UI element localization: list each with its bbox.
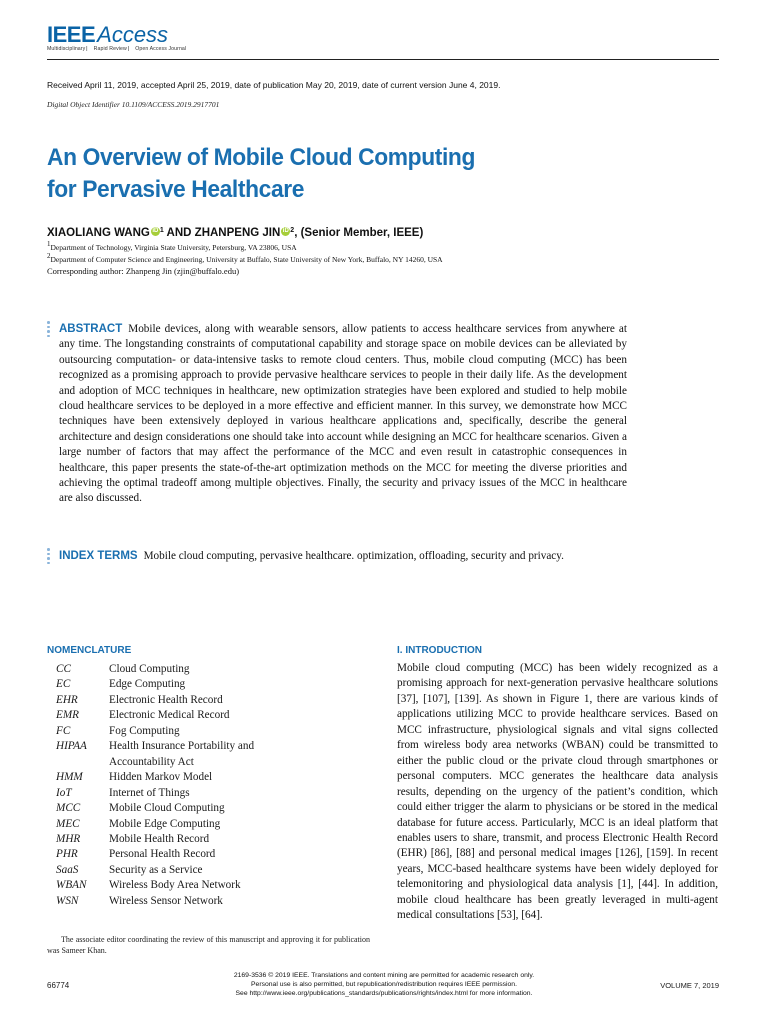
abstract-dots-icon — [47, 321, 50, 339]
author-2-affil: 2 — [290, 227, 295, 234]
definition: Wireless Body Area Network — [109, 879, 241, 892]
author-1: XIAOLIANG WANG — [47, 227, 150, 239]
definition: Wireless Sensor Network — [109, 894, 223, 907]
copyright-line-3[interactable]: See http://www.ieee.org/publications_standards/publications/rights/index.html for more information. — [235, 990, 533, 997]
definition: Mobile Edge Computing — [109, 817, 221, 830]
title-line-2: for Pervasive Healthcare — [47, 176, 305, 203]
orcid-icon[interactable]: iD — [282, 228, 289, 234]
editor-footnote: The associate editor coordinating the review of this manuscript and approving it for publication was Sameer Khan. — [47, 935, 370, 955]
index-terms — [59, 549, 627, 564]
abbr: WBAN — [56, 879, 87, 892]
list-item — [56, 894, 309, 909]
definition: Hidden Markov Model — [109, 771, 213, 784]
list-item — [56, 708, 309, 723]
definition: Security as a Service — [109, 863, 203, 876]
affiliation-text: Department of Computer Science and Engineering, University at Buffalo, State University of New York, Buffalo, NY 14260, USA — [50, 255, 443, 264]
list-item — [56, 724, 309, 739]
definition: Mobile Cloud Computing — [109, 802, 225, 815]
definition: Personal Health Record — [109, 848, 216, 861]
definition: Electronic Medical Record — [109, 709, 230, 722]
author-list — [47, 227, 423, 239]
definition: Accountability Act — [109, 755, 194, 768]
logo-ieee: IEEE — [47, 22, 96, 47]
paper-title — [47, 142, 624, 206]
copyright-notice — [170, 971, 598, 998]
nomenclature-list — [56, 662, 309, 909]
list-item — [56, 739, 309, 754]
abbr: EHR — [56, 693, 78, 706]
abbr: WSN — [56, 894, 79, 907]
list-item — [56, 832, 309, 847]
publication-dates: Received April 11, 2019, accepted April 25, 2019, date of publication May 20, 2019, date of current version June 4, 2019. — [47, 80, 501, 90]
abbr: HIPAA — [56, 740, 87, 753]
abbr: MCC — [56, 802, 81, 815]
affiliation-1 — [47, 240, 297, 252]
list-item — [56, 662, 309, 677]
list-item — [56, 801, 309, 816]
page-number: 66774 — [47, 981, 70, 990]
author-2: ZHANPENG JIN — [194, 227, 281, 239]
index-terms-text: Mobile cloud computing, pervasive healthcare. optimization, offloading, security and privacy. — [143, 550, 564, 562]
list-item — [56, 817, 309, 832]
title-line-1: An Overview of Mobile Cloud Computing — [47, 144, 476, 171]
list-item — [56, 770, 309, 785]
header-rule — [47, 59, 719, 60]
nomenclature-heading: NOMENCLATURE — [47, 645, 132, 656]
abbr — [56, 755, 109, 770]
index-terms-dots-icon — [47, 548, 50, 566]
logo-access: Access — [97, 22, 169, 47]
introduction-text: Mobile cloud computing (MCC) has been widely recognized as a promising approach for next-generation pervasive healthcare solutions [37], [107], [139]. As shown in Figure 1, there are various kinds of applications utilizing MCC to provide healthcare services. Based on MCC infrastructure, physiological signals and vital signs collected from wireless body area networks (WBAN) could be transmitted to either the public cloud or the private cloud through smartphones or personal computers. MCC generates the healthcare data analysis results, depending on the urgency of the patient’s condition, which could either trigger the alarm to physicians or be stored in the medical database for future access. Particularly, MCC is an ideal platform that enables users to share, transmit, and process Electronic Health Record (EHR) [86], [88] and personal medical images [126], [159]. In recent years, MCC-based healthcare systems have been widely deployed for telemonitoring and physiological data analysis [1], [44]. In addition, mobile cloud healthcare has been greatly leveraged in multi-agent medical consultations [53], [64]. — [397, 662, 718, 922]
author-suffix: , (Senior Member, IEEE) — [294, 227, 424, 239]
abbr: HMM — [56, 771, 83, 784]
list-item — [56, 677, 309, 692]
list-item — [56, 693, 309, 708]
list-item — [56, 878, 309, 893]
definition: Internet of Things — [109, 786, 190, 799]
abbr: SaaS — [56, 863, 79, 876]
author-and: AND — [163, 227, 195, 239]
definition: Mobile Health Record — [109, 832, 210, 845]
definition: Health Insurance Portability and — [109, 740, 255, 753]
definition: Fog Computing — [109, 724, 180, 737]
abbr: CC — [56, 663, 71, 675]
copyright-line-1: 2169-3536 © 2019 IEEE. Translations and content mining are permitted for academic research only. — [233, 972, 535, 979]
copyright-line-2: Personal use is also permitted, but republication/redistribution requires IEEE permission. — [251, 981, 517, 988]
index-terms-label: INDEX TERMS — [59, 550, 138, 562]
abbr: EC — [56, 678, 71, 691]
list-item — [56, 847, 309, 862]
author-1-affil: 1 — [159, 227, 164, 234]
affiliation-number: 2 — [47, 252, 51, 260]
definition: Cloud Computing — [109, 663, 190, 675]
abbr: MEC — [56, 817, 80, 830]
introduction-heading: I. INTRODUCTION — [397, 645, 482, 656]
corresponding-author: Corresponding author: Zhanpeng Jin (zjin@buffalo.edu) — [47, 266, 240, 276]
definition: Edge Computing — [109, 678, 186, 691]
list-item — [56, 786, 309, 801]
abbr: FC — [56, 724, 71, 737]
logo-tagline: Multidisciplinary ⎸ Rapid Review ⎸ Open Access Journal — [47, 46, 187, 52]
abbr: EMR — [56, 709, 79, 722]
abbr: IoT — [56, 786, 72, 799]
doi: Digital Object Identifier 10.1109/ACCESS.2019.2917701 — [47, 100, 220, 109]
journal-logo — [47, 22, 186, 53]
abbr: MHR — [56, 832, 81, 845]
definition: Electronic Health Record — [109, 693, 223, 706]
affiliation-number: 1 — [47, 240, 51, 248]
volume-label: VOLUME 7, 2019 — [660, 981, 719, 990]
abstract — [59, 322, 627, 507]
list-item — [56, 755, 309, 770]
affiliation-text: Department of Technology, Virginia State University, Petersburg, VA 23806, USA — [50, 243, 297, 252]
abbr: PHR — [56, 848, 78, 861]
affiliation-2 — [47, 252, 443, 264]
abstract-text: Mobile devices, along with wearable sensors, allow patients to access healthcare services from anywhere at any time. The longstanding constraints of computational capability and storage space on mobile devices can be alleviated by outsourcing computation- or data-intensive tasks to remote cloud centers. Thus, mobile cloud computing (MCC) has been recognized as a promising approach to provide pervasive healthcare services to people in their daily life. As the development and adoption of MCC techniques in healthcare, new optimization strategies have been explored and studied to help mobile cloud healthcare services to be deployed in a more effective and efficient manner. In this survey, we demonstrate how MCC techniques have been extensively deployed in various healthcare applications and, specifically, describe the general architecture and design considerations one should take into account while designing an MCC for healthcare scenarios. Given a large number of factors that may affect the performance of the MCC and even result in catastrophic consequences in healthcare, this paper presents the state-of-the-art optimization methods on the MCC for meeting the diverse priorities and achieving the optimal tradeoff among multiple objectives. Finally, the security and privacy issues of the MCC in healthcare are also discussed. — [59, 323, 627, 505]
orcid-icon[interactable]: iD — [152, 228, 159, 234]
abstract-label: ABSTRACT — [59, 323, 123, 335]
list-item — [56, 863, 309, 878]
